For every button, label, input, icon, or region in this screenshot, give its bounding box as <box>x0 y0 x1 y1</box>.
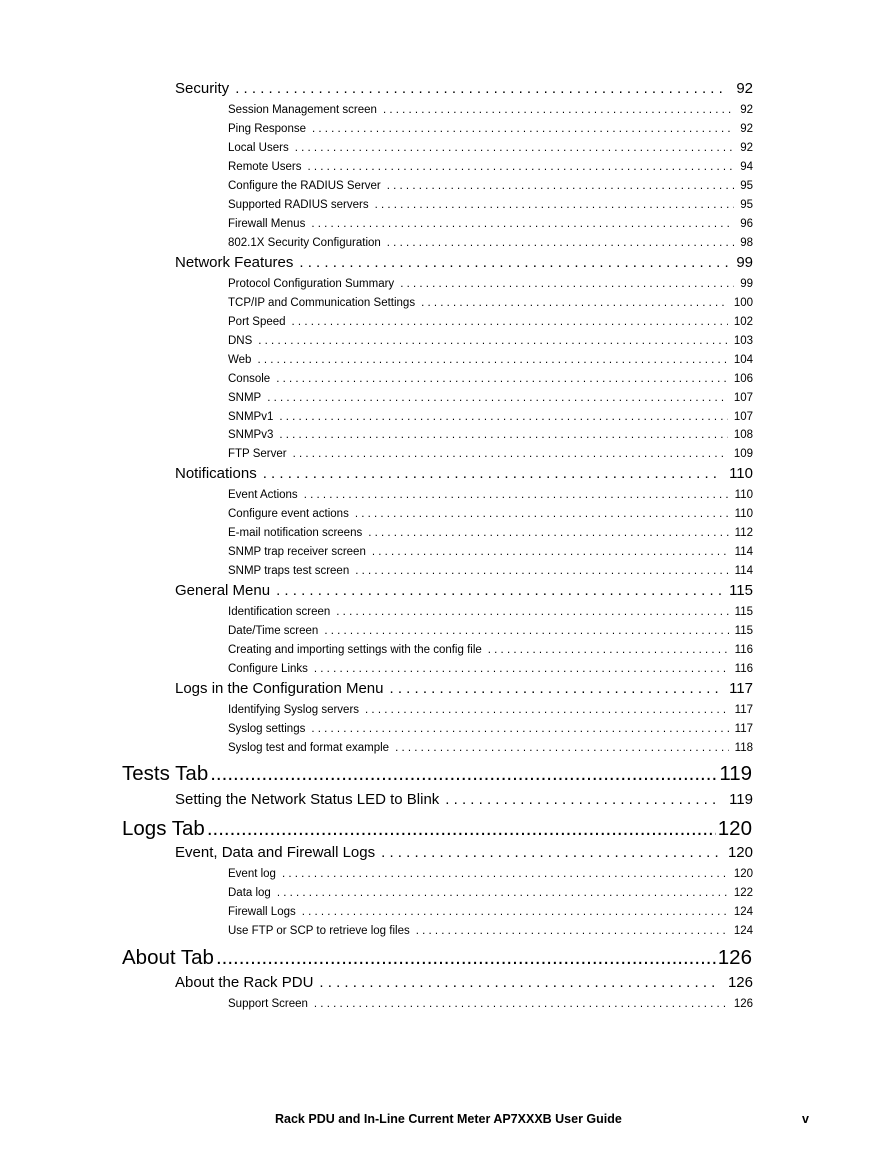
toc-entry[interactable] <box>228 411 753 423</box>
toc-leader-dots <box>324 625 728 637</box>
toc-entry-page: 95 <box>740 199 753 211</box>
toc-entry-page: 114 <box>734 565 753 577</box>
toc-entry-notifications[interactable] <box>175 465 753 482</box>
toc-entry-page: 98 <box>740 237 753 249</box>
toc-leader-dots <box>488 644 729 656</box>
toc-entry[interactable] <box>228 354 753 366</box>
toc-entry-title: General Menu <box>175 582 271 599</box>
toc-entry-page: 120 <box>717 817 752 840</box>
toc-entry-page: 92 <box>736 80 753 97</box>
toc-entry-page: 112 <box>734 527 753 539</box>
footer-document-title: Rack PDU and In-Line Current Meter AP7XXXB User Guide <box>275 1112 622 1126</box>
toc-leader-dots <box>387 237 734 249</box>
toc-entry[interactable] <box>228 199 753 211</box>
toc-leader-dots <box>375 199 735 211</box>
toc-entry-page: 126 <box>717 946 752 969</box>
toc-leader-dots <box>314 663 729 675</box>
toc-leader-dots <box>277 887 728 899</box>
toc-entry-page: 92 <box>740 142 753 154</box>
toc-leader-dots <box>276 373 728 385</box>
toc-entry[interactable] <box>228 335 753 347</box>
toc-entry[interactable] <box>228 663 753 675</box>
toc-entry-title: Supported RADIUS servers <box>228 199 369 211</box>
toc-leader-dots <box>355 565 728 577</box>
toc-entry-title: FTP Server <box>228 448 287 460</box>
toc-leader-dots <box>293 448 728 460</box>
toc-entry-page: 114 <box>734 546 753 558</box>
toc-entry-title: Remote Users <box>228 161 302 173</box>
toc-entry-title: Date/Time screen <box>228 625 319 637</box>
toc-entry[interactable] <box>228 104 753 116</box>
toc-leader-dots <box>267 392 728 404</box>
toc-entry[interactable] <box>228 868 753 880</box>
toc-entry[interactable] <box>228 906 753 918</box>
toc-entry-title: Configure event actions <box>228 508 349 520</box>
toc-entry-title: Security <box>175 80 230 97</box>
toc-leader-dots <box>389 680 721 697</box>
toc-chapter-tests-tab[interactable] <box>122 762 752 786</box>
toc-entry-title: E-mail notification screens <box>228 527 363 539</box>
toc-entry-page: 92 <box>740 104 753 116</box>
toc-entry[interactable] <box>228 887 753 899</box>
toc-entry-network-features[interactable] <box>175 254 753 271</box>
toc-entry-page: 120 <box>727 844 753 861</box>
toc-entry[interactable] <box>228 723 753 735</box>
toc-entry-page: 115 <box>729 582 753 599</box>
toc-entry-title: Configure Links <box>228 663 308 675</box>
toc-leader-dots <box>279 411 727 423</box>
toc-leader-dots <box>258 335 728 347</box>
toc-entry[interactable] <box>228 316 753 328</box>
toc-entry-page: 99 <box>740 278 753 290</box>
toc-entry-page: 107 <box>733 392 753 404</box>
toc-leader-dots <box>282 868 728 880</box>
toc-entry-page: 110 <box>734 508 753 520</box>
toc-entry[interactable] <box>228 704 753 716</box>
toc-leader-dots <box>207 817 716 841</box>
toc-leader-dots <box>295 142 734 154</box>
toc-entry[interactable] <box>228 448 753 460</box>
toc-entry-page: 102 <box>733 316 753 328</box>
toc-entry-page: 119 <box>729 791 753 808</box>
toc-entry-title: Identifying Syslog servers <box>228 704 360 716</box>
toc-entry-page: 107 <box>733 411 753 423</box>
toc-entry-title: Logs in the Configuration Menu <box>175 680 384 697</box>
toc-leader-dots <box>311 723 728 735</box>
toc-leader-dots <box>387 180 734 192</box>
toc-leader-dots <box>279 429 727 441</box>
toc-entry[interactable] <box>228 297 753 309</box>
toc-entry-page: 92 <box>740 123 753 135</box>
toc-entry[interactable] <box>228 546 753 558</box>
toc-leader-dots <box>314 998 728 1010</box>
toc-entry-title: Identification screen <box>228 606 331 618</box>
toc-entry-title: Console <box>228 373 271 385</box>
toc-entry-page: 120 <box>733 868 753 880</box>
toc-entry-title: Syslog settings <box>228 723 306 735</box>
toc-entry-title: Tests Tab <box>122 762 209 785</box>
toc-entry-page: 106 <box>733 373 753 385</box>
toc-entry-page: 116 <box>734 663 753 675</box>
toc-chapter-logs-tab[interactable] <box>122 817 752 841</box>
toc-entry-title: Protocol Configuration Summary <box>228 278 395 290</box>
toc-entry-page: 117 <box>734 723 753 735</box>
toc-entry[interactable] <box>228 237 753 249</box>
toc-entry-page: 100 <box>733 297 753 309</box>
toc-entry-title: SNMP <box>228 392 262 404</box>
toc-entry[interactable] <box>228 489 753 501</box>
toc-leader-dots <box>299 254 728 271</box>
toc-entry-title: Configure the RADIUS Server <box>228 180 381 192</box>
toc-entry-page: 108 <box>733 429 753 441</box>
toc-leader-dots <box>257 354 727 366</box>
toc-leader-dots <box>368 527 728 539</box>
toc-leader-dots <box>381 844 720 861</box>
toc-entry-title: About Tab <box>122 946 214 969</box>
toc-entry-page: 117 <box>729 680 753 697</box>
toc-entry-page: 94 <box>740 161 753 173</box>
footer-page-number: v <box>802 1112 809 1126</box>
toc-entry-title: Support Screen <box>228 998 308 1010</box>
toc-leader-dots <box>276 582 721 599</box>
toc-entry[interactable] <box>228 429 753 441</box>
toc-entry-page: 95 <box>740 180 753 192</box>
toc-leader-dots <box>312 123 734 135</box>
toc-entry-page: 117 <box>734 704 753 716</box>
toc-entry-title: DNS <box>228 335 253 347</box>
toc-entry-page: 104 <box>733 354 753 366</box>
toc-entry[interactable] <box>175 974 753 991</box>
toc-leader-dots <box>216 946 716 970</box>
toc-entry-page: 119 <box>719 762 752 785</box>
toc-entry-page: 99 <box>736 254 753 271</box>
toc-entry-page: 115 <box>734 625 753 637</box>
toc-entry-title: Local Users <box>228 142 289 154</box>
toc-entry-title: Firewall Logs <box>228 906 296 918</box>
toc-entry[interactable] <box>228 925 753 937</box>
toc-entry-page: 110 <box>734 489 753 501</box>
toc-entry-page: 126 <box>733 998 753 1010</box>
toc-leader-dots <box>372 546 729 558</box>
toc-entry-title: About the Rack PDU <box>175 974 314 991</box>
toc-entry[interactable] <box>228 278 753 290</box>
toc-entry-title: Firewall Menus <box>228 218 306 230</box>
toc-leader-dots <box>395 742 729 754</box>
toc-leader-dots <box>308 161 735 173</box>
toc-entry-page: 103 <box>733 335 753 347</box>
toc-leader-dots <box>355 508 729 520</box>
toc-entry-title: Event log <box>228 868 276 880</box>
toc-entry[interactable] <box>228 142 753 154</box>
toc-leader-dots <box>210 762 717 786</box>
toc-entry-page: 96 <box>740 218 753 230</box>
toc-entry[interactable] <box>228 508 753 520</box>
toc-entry[interactable] <box>228 644 753 656</box>
toc-entry[interactable] <box>175 844 753 861</box>
toc-entry-page: 118 <box>734 742 753 754</box>
toc-entry[interactable] <box>228 742 753 754</box>
toc-leader-dots <box>319 974 720 991</box>
toc-leader-dots <box>445 791 721 808</box>
toc-leader-dots <box>292 316 728 328</box>
toc-entry-logs-config-menu[interactable] <box>175 680 753 697</box>
toc-entry-page: 124 <box>733 906 753 918</box>
toc-entry[interactable] <box>228 218 753 230</box>
toc-entry-security[interactable] <box>175 80 753 97</box>
toc-entry-title: SNMP traps test screen <box>228 565 350 577</box>
toc-entry-title: Data log <box>228 887 271 899</box>
toc-leader-dots <box>416 925 728 937</box>
toc-entry-title: Web <box>228 354 252 366</box>
toc-entry-title: Port Speed <box>228 316 286 328</box>
toc-leader-dots <box>263 465 721 482</box>
toc-entry-title: Setting the Network Status LED to Blink <box>175 791 440 808</box>
toc-entry-title: 802.1X Security Configuration <box>228 237 381 249</box>
toc-entry-title: Session Management screen <box>228 104 377 116</box>
toc-leader-dots <box>421 297 728 309</box>
toc-entry[interactable] <box>228 392 753 404</box>
toc-entry-title: Event Actions <box>228 489 298 501</box>
toc-entry[interactable] <box>228 565 753 577</box>
toc-entry[interactable] <box>228 373 753 385</box>
toc-entry-page: 124 <box>733 925 753 937</box>
toc-entry[interactable] <box>228 998 753 1010</box>
toc-entry[interactable] <box>228 625 753 637</box>
toc-entry-title: Syslog test and format example <box>228 742 390 754</box>
toc-entry-title: Use FTP or SCP to retrieve log files <box>228 925 410 937</box>
toc-entry-page: 115 <box>734 606 753 618</box>
toc-leader-dots <box>400 278 734 290</box>
toc-entry-page: 126 <box>727 974 753 991</box>
toc-entry-page: 116 <box>734 644 753 656</box>
toc-leader-dots <box>383 104 734 116</box>
toc-entry[interactable] <box>175 791 753 808</box>
toc-leader-dots <box>235 80 728 97</box>
toc-entry[interactable] <box>228 527 753 539</box>
toc-entry-page: 109 <box>733 448 753 460</box>
toc-entry-title: Network Features <box>175 254 294 271</box>
toc-entry-title: SNMPv1 <box>228 411 274 423</box>
toc-leader-dots <box>302 906 728 918</box>
toc-entry-title: Creating and importing settings with the config file <box>228 644 482 656</box>
toc-entry-page: 110 <box>729 465 753 482</box>
toc-entry[interactable] <box>228 606 753 618</box>
toc-entry-title: Ping Response <box>228 123 306 135</box>
toc-chapter-about-tab[interactable] <box>122 946 752 970</box>
toc-entry-title: Logs Tab <box>122 817 205 840</box>
toc-entry-page: 122 <box>733 887 753 899</box>
toc-entry-title: Notifications <box>175 465 257 482</box>
toc-entry-title: TCP/IP and Communication Settings <box>228 297 416 309</box>
toc-leader-dots <box>365 704 729 716</box>
toc-leader-dots <box>336 606 728 618</box>
toc-entry[interactable] <box>228 161 753 173</box>
toc-entry-title: SNMP trap receiver screen <box>228 546 366 558</box>
toc-leader-dots <box>304 489 729 501</box>
toc-leader-dots <box>311 218 734 230</box>
toc-entry-title: Event, Data and Firewall Logs <box>175 844 376 861</box>
toc-entry-general-menu[interactable] <box>175 582 753 599</box>
toc-entry-title: SNMPv3 <box>228 429 274 441</box>
toc-entry[interactable] <box>228 180 753 192</box>
toc-entry[interactable] <box>228 123 753 135</box>
